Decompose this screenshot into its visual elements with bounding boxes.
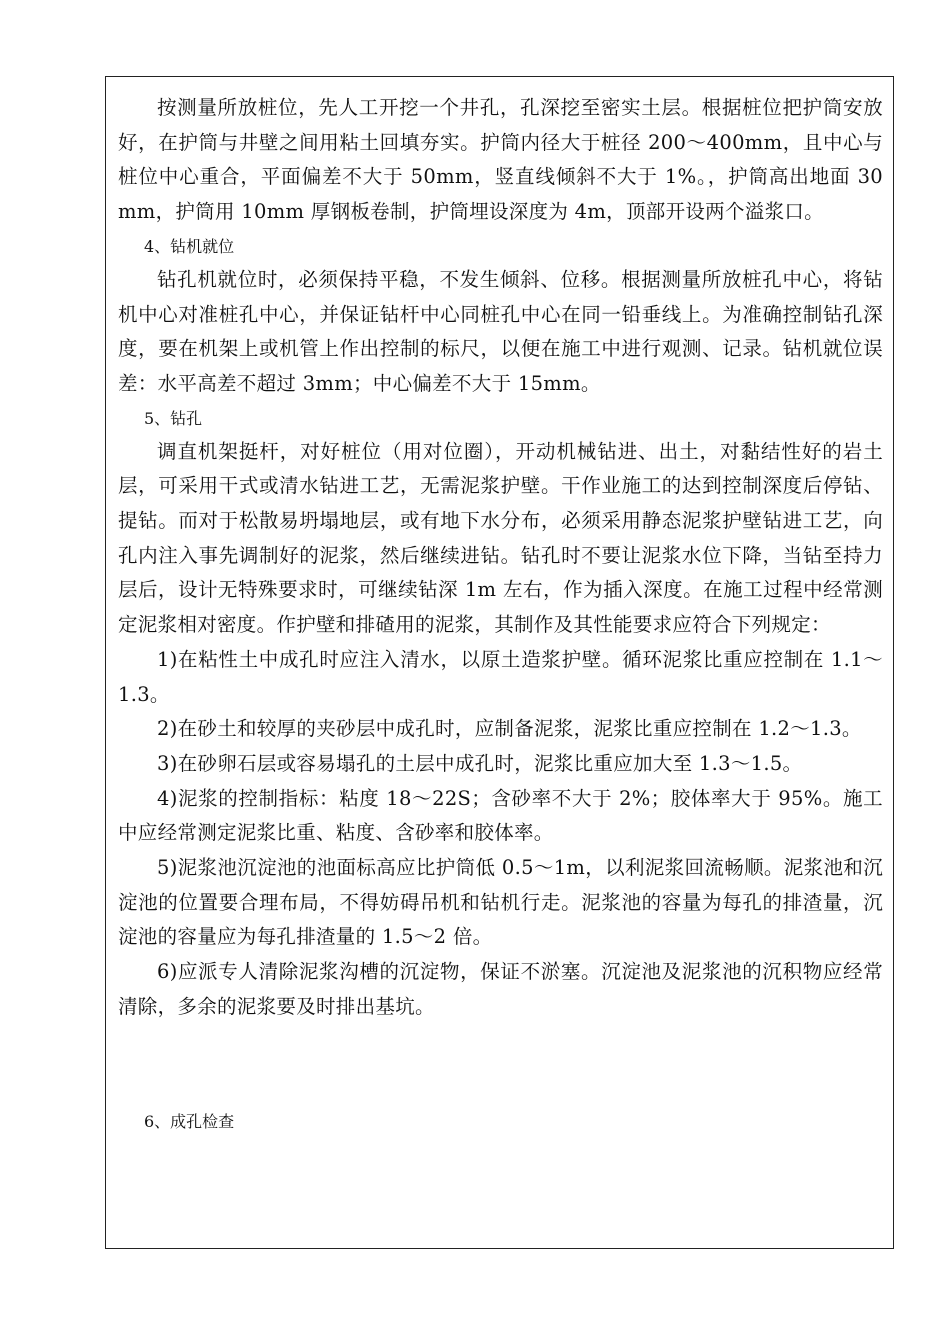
list-item-6: 6)应派专人清除泥浆沟槽的沉淀物，保证不淤塞。沉淀池及泥浆池的沉积物应经常清除，多余的泥浆要及时排出基坑。 [118,960,883,1018]
paragraph-drilling: 调直机架挺杆，对好桩位（用对位圈），开动机械钻进、出土，对黏结性好的岩土层，可采用干式或清水钻进工艺，无需泥浆护壁。干作业施工的达到控制深度后停钻、提钻。而对于松散易坍塌地层，或有地下水分布，必须采用静态泥浆护壁钻进工艺，向孔内注入事先调制好的泥浆，然后继续进钻。钻孔时不要让泥浆水位下降，当钻至持力层后，设计无特殊要求时，可继续钻深 1m 左右，作为插入深度。在施工过程中经常测定泥浆相对密度。作护壁和排碴用的泥浆，其制作及其性能要求应符合下列规定： [118,439,883,637]
document-table-cell [105,76,894,1249]
list-item-3: 3)在砂卵石层或容易塌孔的土层中成孔时，泥浆比重应加大至 1.3～1.5。 [157,751,803,775]
document-body [118,91,883,1138]
heading-drilling: 5、钻孔 [144,408,203,428]
list-item-2: 2)在砂土和较厚的夹砂层中成孔时，应制备泥浆，泥浆比重应控制在 1.2～1.3。 [157,717,862,741]
heading-drill-positioning: 4、钻机就位 [144,236,235,256]
spacer [118,1025,883,1105]
list-item-1: 1)在粘性土中成孔时应注入清水，以原土造浆护壁。循环泥浆比重应控制在 1.1～1.3。 [118,647,883,706]
paragraph-drill-positioning: 钻孔机就位时，必须保持平稳，不发生倾斜、位移。根据测量所放桩孔中心，将钻机中心对准桩孔中心，并保证钻杆中心同桩孔中心在同一铅垂线上。为准确控制钻孔深度，要在机架上或机管上作出控制的标尺，以便在施工中进行观测、记录。钻机就位误差：水平高差不超过 3mm；中心偏差不大于 15mm。 [118,267,883,395]
list-item-4: 4)泥浆的控制指标：粘度 18～22S；含砂率不大于 2%；胶体率大于 95%。施工中应经常测定泥浆比重、粘度、含砂率和胶体率。 [118,786,883,845]
heading-hole-inspection: 6、成孔检查 [144,1111,235,1131]
list-item-5: 5)泥浆池沉淀池的池面标高应比护筒低 0.5～1m，以利泥浆回流畅顺。泥浆池和沉淀池的位置要合理布局，不得妨碍吊机和钻机行走。泥浆池的容量为每孔的排渣量，沉淀池的容量应为每孔排渣量的 1.5～2 倍。 [118,856,883,949]
paragraph-casing: 按测量所放桩位，先人工开挖一个井孔，孔深挖至密实土层。根据桩位把护筒安放好，在护筒与井壁之间用粘土回填夯实。护筒内径大于桩径 200～400mm，且中心与桩位中心重合，平面偏差不大于 50mm，竖直线倾斜不大于 1%。，护筒高出地面 30 mm，护筒用 10mm 厚钢板卷制，护筒埋设深度为 4m，顶部开设两个溢浆口。 [118,96,883,224]
